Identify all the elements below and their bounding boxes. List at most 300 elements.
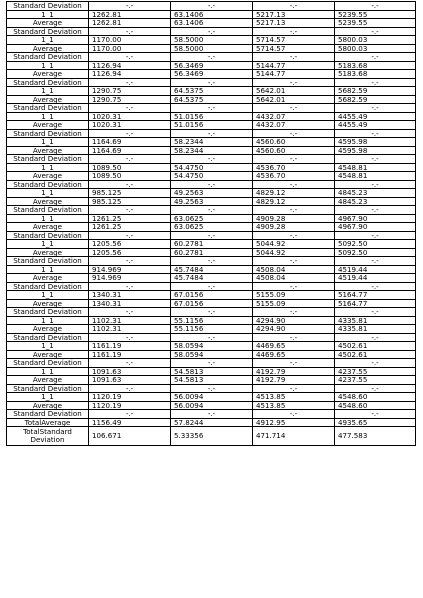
data-row [7,36,416,45]
row-label: 1_1 [7,36,89,45]
value-cell: 1205.56 [89,248,171,257]
dash-cell: -.- [253,384,335,393]
value-cell: 5714.57 [253,36,335,45]
value-cell: 5714.57 [253,44,335,53]
value-cell: 914.969 [89,274,171,283]
row-label: Average [7,401,89,410]
value-cell: 5642.01 [253,87,335,96]
dash-cell: -.- [171,129,253,138]
value-cell: 4845.23 [335,189,416,198]
dash-cell: -.- [253,206,335,215]
dash-cell: -.- [253,78,335,87]
row-label: Standard Deviation [7,257,89,266]
sd-row [7,308,416,317]
value-cell: 1290.75 [89,87,171,96]
sd-row [7,410,416,419]
value-cell: 5144.77 [253,70,335,79]
row-label: Standard Deviation [7,155,89,164]
total-value-cell: 4935.65 [335,418,416,427]
value-cell: 1091.63 [89,376,171,385]
row-label: Average [7,146,89,155]
dash-cell: -.- [253,129,335,138]
dash-cell: -.- [171,155,253,164]
dash-cell: -.- [253,104,335,113]
sd-row [7,53,416,62]
value-cell: 5183.68 [335,61,416,70]
average-row [7,19,416,28]
value-cell: 56.3469 [171,70,253,79]
data-row [7,61,416,70]
value-cell: 1161.19 [89,342,171,351]
dash-cell: -.- [335,410,416,419]
value-cell: 4508.04 [253,265,335,274]
row-label: TotalStandard Deviation [7,427,89,446]
value-cell: 60.2781 [171,248,253,257]
value-cell: 4469.65 [253,342,335,351]
data-row [7,214,416,223]
value-cell: 54.5813 [171,367,253,376]
row-label: Average [7,121,89,130]
value-cell: 1120.19 [89,401,171,410]
dash-cell: -.- [335,282,416,291]
value-cell: 4192.79 [253,376,335,385]
dash-cell: -.- [253,180,335,189]
value-cell: 4519.44 [335,265,416,274]
row-label: 1_1 [7,240,89,249]
dash-cell: -.- [253,308,335,317]
dash-cell: -.- [253,282,335,291]
value-cell: 1161.19 [89,350,171,359]
value-cell: 63.0625 [171,223,253,232]
value-cell: 4967.90 [335,223,416,232]
value-cell: 60.2781 [171,240,253,249]
value-cell: 1126.94 [89,61,171,70]
data-row [7,265,416,274]
value-cell: 1089.50 [89,172,171,181]
value-cell: 5800.03 [335,36,416,45]
value-cell: 4192.79 [253,367,335,376]
value-cell: 5239.55 [335,10,416,19]
data-row [7,10,416,19]
average-row [7,350,416,359]
total-value-cell: 106.671 [89,427,171,446]
row-label: Standard Deviation [7,206,89,215]
dash-cell: -.- [253,333,335,342]
row-label: TotalAverage [7,418,89,427]
dash-cell: -.- [253,27,335,36]
sd-row [7,257,416,266]
value-cell: 5682.59 [335,95,416,104]
value-cell: 4548.81 [335,163,416,172]
results-table [6,1,416,446]
value-cell: 4335.81 [335,316,416,325]
value-cell: 58.5000 [171,36,253,45]
value-cell: 5164.77 [335,299,416,308]
value-cell: 5155.09 [253,299,335,308]
dash-cell: -.- [335,104,416,113]
value-cell: 45.7484 [171,265,253,274]
value-cell: 5183.68 [335,70,416,79]
value-cell: 1164.69 [89,138,171,147]
value-cell: 51.0156 [171,112,253,121]
row-label: Standard Deviation [7,180,89,189]
sd-row [7,27,416,36]
value-cell: 4829.12 [253,197,335,206]
total-value-cell: 4912.95 [253,418,335,427]
total-value-cell: 57.8244 [171,418,253,427]
row-label: 1_1 [7,61,89,70]
row-label: Standard Deviation [7,308,89,317]
value-cell: 5092.50 [335,248,416,257]
row-label: Average [7,274,89,283]
value-cell: 1340.31 [89,291,171,300]
results-table-body [7,2,416,446]
row-label: Standard Deviation [7,231,89,240]
dash-cell: -.- [335,231,416,240]
value-cell: 4469.65 [253,350,335,359]
value-cell: 4335.81 [335,325,416,334]
dash-cell: -.- [253,2,335,11]
value-cell: 58.0594 [171,342,253,351]
row-label: 1_1 [7,393,89,402]
sd-row [7,231,416,240]
value-cell: 4455.49 [335,112,416,121]
dash-cell: -.- [89,53,171,62]
data-row [7,291,416,300]
value-cell: 4455.49 [335,121,416,130]
value-cell: 63.1406 [171,19,253,28]
dash-cell: -.- [89,27,171,36]
value-cell: 985.125 [89,189,171,198]
value-cell: 4237.55 [335,367,416,376]
dash-cell: -.- [89,155,171,164]
value-cell: 5164.77 [335,291,416,300]
dash-cell: -.- [335,53,416,62]
dash-cell: -.- [171,180,253,189]
value-cell: 4432.07 [253,121,335,130]
dash-cell: -.- [171,27,253,36]
dash-cell: -.- [89,308,171,317]
row-label: 1_1 [7,10,89,19]
average-row [7,146,416,155]
row-label: Standard Deviation [7,104,89,113]
dash-cell: -.- [89,384,171,393]
row-label: Standard Deviation [7,384,89,393]
total-value-cell: 471.714 [253,427,335,446]
value-cell: 67.0156 [171,291,253,300]
dash-cell: -.- [171,2,253,11]
dash-cell: -.- [253,257,335,266]
value-cell: 4519.44 [335,274,416,283]
value-cell: 1102.31 [89,316,171,325]
average-row [7,95,416,104]
sd-row [7,384,416,393]
dash-cell: -.- [89,180,171,189]
row-label: Average [7,299,89,308]
value-cell: 1262.81 [89,19,171,28]
value-cell: 58.0594 [171,350,253,359]
value-cell: 914.969 [89,265,171,274]
value-cell: 5217.13 [253,10,335,19]
row-label: Standard Deviation [7,333,89,342]
value-cell: 1091.63 [89,367,171,376]
dash-cell: -.- [335,384,416,393]
row-label: Standard Deviation [7,129,89,138]
sd-row [7,206,416,215]
row-label: 1_1 [7,214,89,223]
row-label: Standard Deviation [7,282,89,291]
row-label: Standard Deviation [7,27,89,36]
dash-cell: -.- [171,308,253,317]
value-cell: 4294.90 [253,325,335,334]
value-cell: 4513.85 [253,393,335,402]
sd-row [7,282,416,291]
dash-cell: -.- [335,27,416,36]
row-label: Average [7,95,89,104]
value-cell: 5144.77 [253,61,335,70]
sd-row [7,2,416,11]
row-label: Standard Deviation [7,78,89,87]
value-cell: 1290.75 [89,95,171,104]
value-cell: 56.3469 [171,61,253,70]
value-cell: 1261.25 [89,214,171,223]
data-row [7,138,416,147]
row-label: Average [7,248,89,257]
value-cell: 4595.98 [335,138,416,147]
value-cell: 4237.55 [335,376,416,385]
dash-cell: -.- [171,257,253,266]
dash-cell: -.- [335,206,416,215]
total-sd-row [7,427,416,446]
data-row [7,112,416,121]
data-row [7,87,416,96]
value-cell: 1020.31 [89,121,171,130]
value-cell: 5642.01 [253,95,335,104]
dash-cell: -.- [89,104,171,113]
sd-row [7,180,416,189]
average-row [7,223,416,232]
average-row [7,274,416,283]
dash-cell: -.- [253,231,335,240]
average-row [7,70,416,79]
value-cell: 4502.61 [335,342,416,351]
row-label: Standard Deviation [7,410,89,419]
data-row [7,393,416,402]
value-cell: 4548.60 [335,393,416,402]
value-cell: 1102.31 [89,325,171,334]
dash-cell: -.- [171,333,253,342]
value-cell: 4909.28 [253,223,335,232]
dash-cell: -.- [335,155,416,164]
data-row [7,163,416,172]
row-label: Average [7,70,89,79]
total-value-cell: 5.33356 [171,427,253,446]
total-value-cell: 1156.49 [89,418,171,427]
average-row [7,121,416,130]
dash-cell: -.- [171,359,253,368]
value-cell: 64.5375 [171,87,253,96]
dash-cell: -.- [335,2,416,11]
row-label: Standard Deviation [7,359,89,368]
value-cell: 58.5000 [171,44,253,53]
row-label: 1_1 [7,163,89,172]
value-cell: 4595.98 [335,146,416,155]
value-cell: 4845.23 [335,197,416,206]
data-row [7,342,416,351]
dash-cell: -.- [253,359,335,368]
value-cell: 5800.03 [335,44,416,53]
average-row [7,44,416,53]
value-cell: 4560.60 [253,138,335,147]
value-cell: 4513.85 [253,401,335,410]
value-cell: 55.1156 [171,325,253,334]
value-cell: 1120.19 [89,393,171,402]
value-cell: 5044.92 [253,248,335,257]
row-label: 1_1 [7,367,89,376]
data-row [7,240,416,249]
dash-cell: -.- [171,78,253,87]
sd-row [7,155,416,164]
average-row [7,376,416,385]
dash-cell: -.- [171,206,253,215]
dash-cell: -.- [335,333,416,342]
row-label: Average [7,172,89,181]
row-label: Average [7,44,89,53]
row-label: 1_1 [7,265,89,274]
sd-row [7,333,416,342]
value-cell: 63.0625 [171,214,253,223]
value-cell: 58.2344 [171,146,253,155]
value-cell: 1170.00 [89,36,171,45]
dash-cell: -.- [335,129,416,138]
value-cell: 54.4750 [171,172,253,181]
dash-cell: -.- [335,78,416,87]
value-cell: 49.2563 [171,197,253,206]
row-label: Average [7,376,89,385]
dash-cell: -.- [89,231,171,240]
dash-cell: -.- [171,282,253,291]
dash-cell: -.- [253,53,335,62]
value-cell: 5239.55 [335,19,416,28]
value-cell: 4508.04 [253,274,335,283]
sd-row [7,104,416,113]
row-label: Average [7,325,89,334]
value-cell: 1261.25 [89,223,171,232]
value-cell: 5155.09 [253,291,335,300]
value-cell: 55.1156 [171,316,253,325]
row-label: Standard Deviation [7,2,89,11]
value-cell: 45.7484 [171,274,253,283]
value-cell: 64.5375 [171,95,253,104]
value-cell: 51.0156 [171,121,253,130]
value-cell: 4502.61 [335,350,416,359]
value-cell: 1126.94 [89,70,171,79]
value-cell: 56.0094 [171,401,253,410]
dash-cell: -.- [171,104,253,113]
value-cell: 4432.07 [253,112,335,121]
sd-row [7,78,416,87]
row-label: Average [7,223,89,232]
sd-row [7,129,416,138]
value-cell: 4536.70 [253,163,335,172]
dash-cell: -.- [171,410,253,419]
results-table-container [6,1,415,446]
dash-cell: -.- [171,231,253,240]
dash-cell: -.- [89,333,171,342]
value-cell: 1205.56 [89,240,171,249]
row-label: Standard Deviation [7,53,89,62]
dash-cell: -.- [253,410,335,419]
row-label: 1_1 [7,138,89,147]
value-cell: 67.0156 [171,299,253,308]
value-cell: 1164.69 [89,146,171,155]
value-cell: 1340.31 [89,299,171,308]
value-cell: 5092.50 [335,240,416,249]
value-cell: 56.0094 [171,393,253,402]
value-cell: 49.2563 [171,189,253,198]
row-label: 1_1 [7,189,89,198]
average-row [7,248,416,257]
row-label: 1_1 [7,112,89,121]
average-row [7,325,416,334]
dash-cell: -.- [89,257,171,266]
sd-row [7,359,416,368]
dash-cell: -.- [253,155,335,164]
value-cell: 4829.12 [253,189,335,198]
value-cell: 985.125 [89,197,171,206]
average-row [7,299,416,308]
value-cell: 4536.70 [253,172,335,181]
value-cell: 4909.28 [253,214,335,223]
dash-cell: -.- [171,53,253,62]
dash-cell: -.- [89,282,171,291]
value-cell: 5044.92 [253,240,335,249]
total-value-cell: 477.583 [335,427,416,446]
value-cell: 4548.60 [335,401,416,410]
dash-cell: -.- [89,78,171,87]
average-row [7,172,416,181]
dash-cell: -.- [335,180,416,189]
average-row [7,401,416,410]
dash-cell: -.- [171,384,253,393]
dash-cell: -.- [335,308,416,317]
value-cell: 4967.90 [335,214,416,223]
value-cell: 1262.81 [89,10,171,19]
value-cell: 1170.00 [89,44,171,53]
dash-cell: -.- [335,359,416,368]
value-cell: 5682.59 [335,87,416,96]
value-cell: 54.5813 [171,376,253,385]
dash-cell: -.- [89,206,171,215]
average-row [7,197,416,206]
value-cell: 54.4750 [171,163,253,172]
row-label: Average [7,19,89,28]
value-cell: 63.1406 [171,10,253,19]
dash-cell: -.- [89,129,171,138]
row-label: 1_1 [7,291,89,300]
value-cell: 1020.31 [89,112,171,121]
row-label: 1_1 [7,87,89,96]
row-label: Average [7,197,89,206]
data-row [7,316,416,325]
value-cell: 4560.60 [253,146,335,155]
value-cell: 4294.90 [253,316,335,325]
value-cell: 1089.50 [89,163,171,172]
row-label: 1_1 [7,342,89,351]
data-row [7,367,416,376]
dash-cell: -.- [89,410,171,419]
value-cell: 58.2344 [171,138,253,147]
